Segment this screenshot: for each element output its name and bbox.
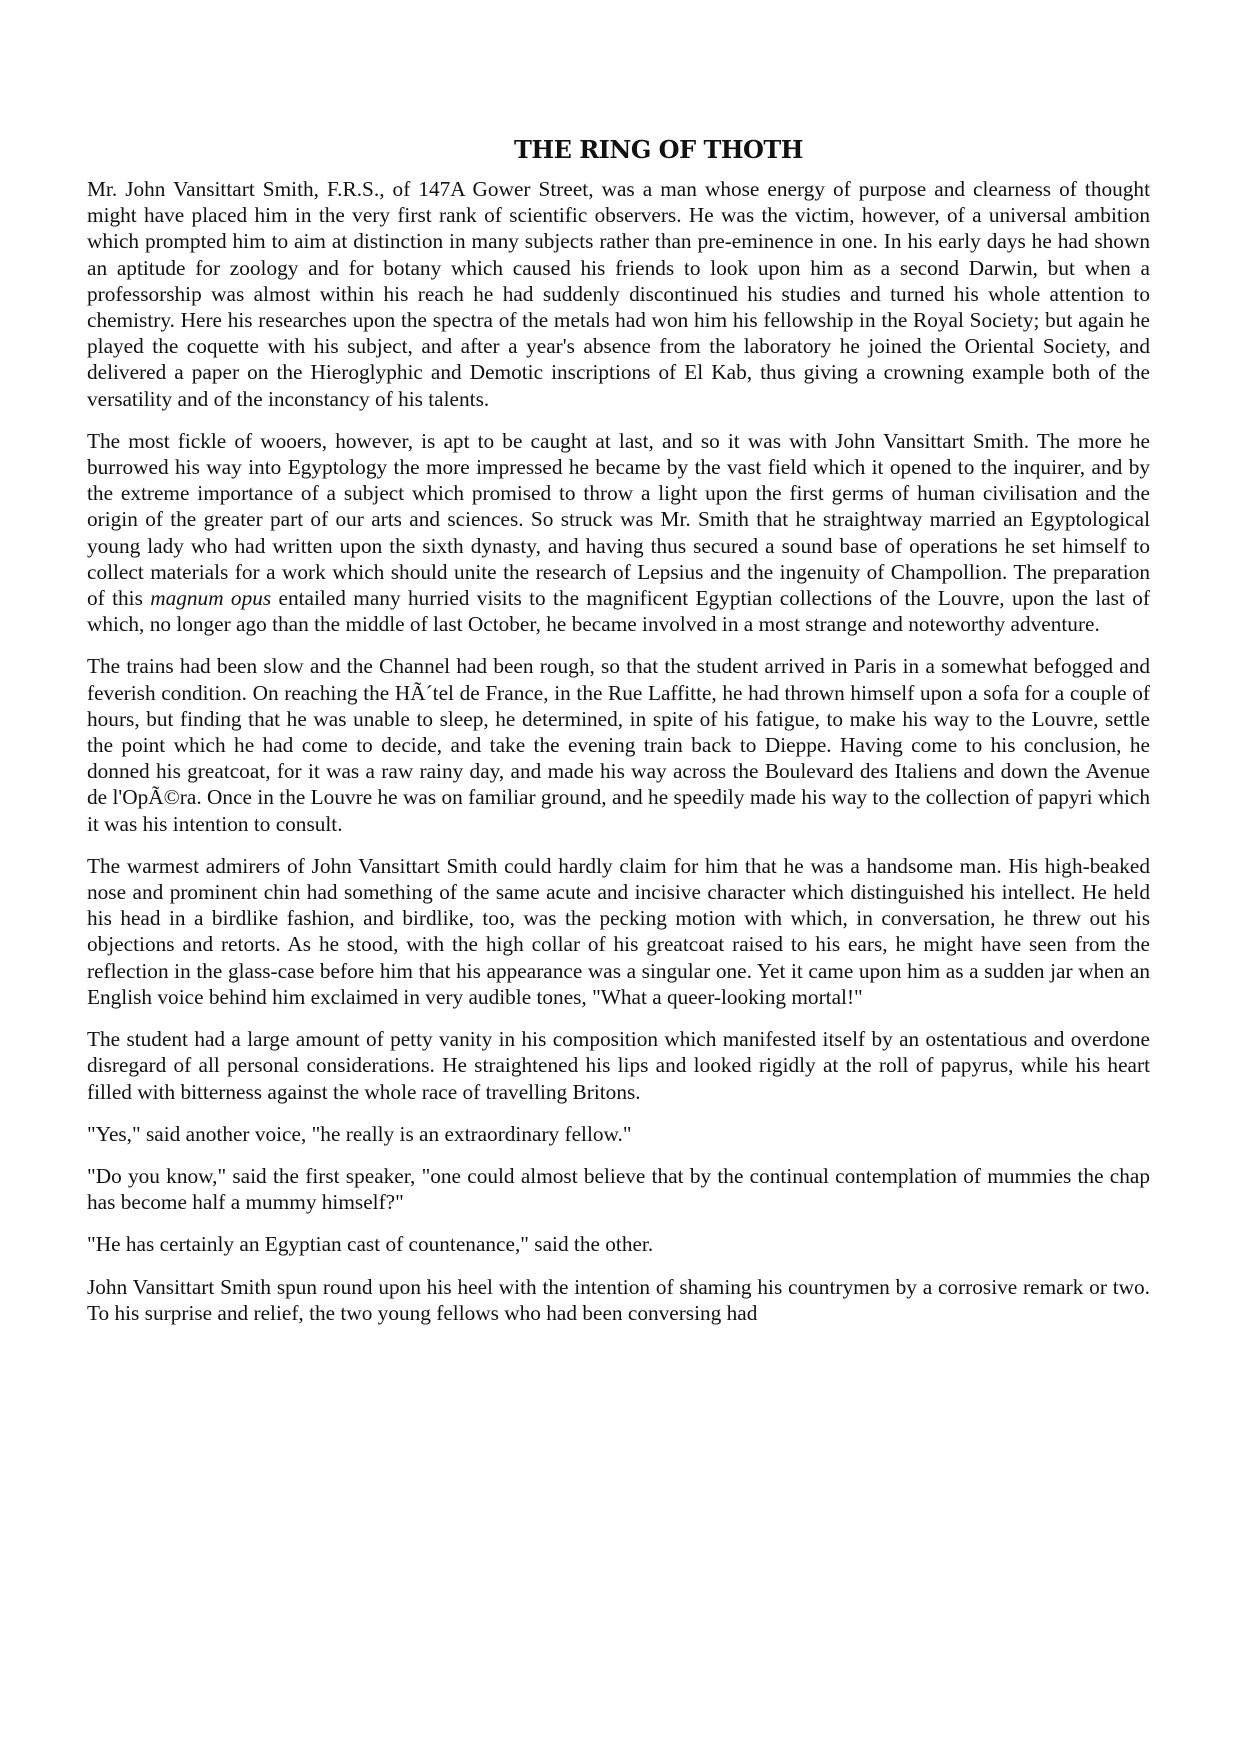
paragraph-6: "Yes," said another voice, "he really is an extraordinary fellow." (87, 1121, 632, 1146)
paragraph-2-part-2: entailed many hurried visits to the magnificent Egyptian collections of the Louvre, upon the last of which, no longer ago than the middle of last October, he became involved in a most strange and noteworthy adventure. (87, 586, 1150, 637)
paragraph-2-part-1: The most fickle of wooers, however, is apt to be caught at last, and so it was with John Vansittart Smith. The more he burrowed his way into Egyptology the more impressed he became by the vast field which it opened to the inquirer, and by the extreme importance of a subject which promised to throw a light upon the first germs of human civilisation and the origin of the greater part of our arts and sciences. So struck was Mr. Smith that he straightway married an Egyptological young lady who had written upon the sixth dynasty, and having thus secured a sound base of operations he set himself to collect materials for a work which should unite the research of Lepsius and the ingenuity of Champollion. The preparation of this (87, 428, 1150, 611)
paragraph-7: "Do you know," said the first speaker, "one could almost believe that by the continual contemplation of mummies the chap has become half a mummy himself?" (87, 1163, 1150, 1215)
document-title: THE RING OF THOTH (514, 135, 803, 164)
italic-phrase: magnum opus (150, 586, 272, 611)
document-page (87, 134, 1150, 1342)
paragraph-1: Mr. John Vansittart Smith, F.R.S., of 147A Gower Street, was a man whose energy of purpose and clearness of thought might have placed him in the very first rank of scientific observers. He was the victim, however, of a universal ambition which prompted him to aim at distinction in many subjects rather than pre-eminence in one. In his early days he had shown an aptitude for zoology and for botany which caused his friends to look upon him as a second Darwin, but when a professorship was almost within his reach he had suddenly discontinued his studies and turned his whole attention to chemistry. Here his researches upon the spectra of the metals had won him his fellowship in the Royal Society; but again he played the coquette with his subject, and after a year's absence from the laboratory he joined the Oriental Society, and delivered a paper on the Hieroglyphic and Demotic inscriptions of El Kab, thus giving a crowning example both of the versatility and of the inconstancy of his talents. (87, 177, 1150, 411)
paragraph-9: John Vansittart Smith spun round upon his heel with the intention of shaming his countrymen by a corrosive remark or two. To his surprise and relief, the two young fellows who had been conversing had (87, 1274, 1150, 1325)
paragraph-2 (87, 428, 1150, 638)
paragraph-4: The warmest admirers of John Vansittart Smith could hardly claim for him that he was a handsome man. His high-beaked nose and prominent chin had something of the same acute and incisive character which distinguished his intellect. He held his head in a birdlike fashion, and birdlike, too, was the pecking motion with which, in conversation, he threw out his objections and retorts. As he stood, with the high collar of his greatcoat raised to his ears, he might have seen from the reflection in the glass-case before him that his appearance was a singular one. Yet it came upon him as a sudden jar when an English voice behind him exclaimed in very audible tones, "What a queer-looking mortal!" (87, 853, 1150, 1009)
paragraph-8: "He has certainly an Egyptian cast of countenance," said the other. (87, 1232, 654, 1257)
paragraph-5: The student had a large amount of petty vanity in his composition which manifested itself by an ostentatious and overdone disregard of all personal considerations. He straightened his lips and looked rigidly at the roll of papyrus, while his heart filled with bitterness against the whole race of travelling Britons. (87, 1027, 1150, 1104)
paragraph-3: The trains had been slow and the Channel had been rough, so that the student arrived in Paris in a somewhat befogged and feverish condition. On reaching the HÃ´tel de France, in the Rue Laffitte, he had thrown himself upon a sofa for a couple of hours, but finding that he was unable to sleep, he determined, in spite of his fatigue, to make his way to the Louvre, settle the point which he had come to decide, and take the evening train back to Dieppe. Having come to his conclusion, he donned his greatcoat, for it was a raw rainy day, and made his way across the Boulevard des Italiens and down the Avenue de l'OpÃ©ra. Once in the Louvre he was on familiar ground, and he speedily made his way to the collection of papyri which it was his intention to consult. (87, 654, 1150, 836)
